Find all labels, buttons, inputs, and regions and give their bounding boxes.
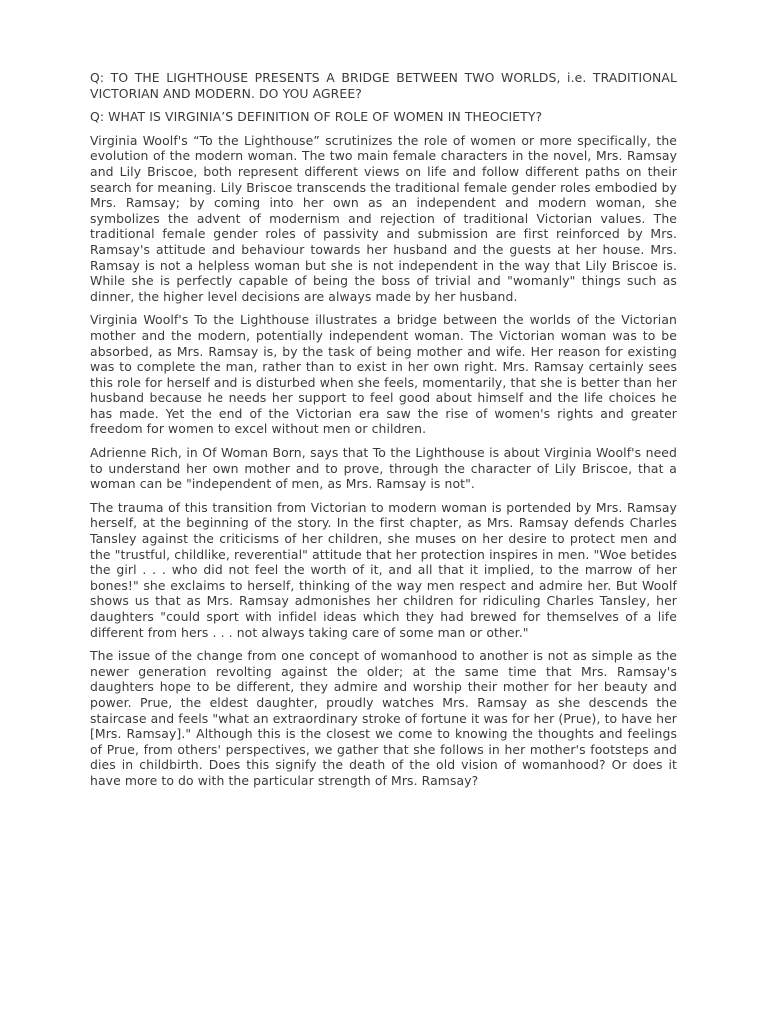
paragraph-1: Virginia Woolf's “To the Lighthouse” scrutinizes the role of women or more specifically, the evolution of the modern woman. The two main female characters in the novel, Mrs. Ramsay and Lily Briscoe, both represent different views on life and follow different paths on their search for meaning. Lily Briscoe transcends the traditional female gender roles embodied by Mrs. Ramsay; by coming into her own as an independent and modern woman, she symbolizes the advent of modernism and rejection of traditional Victorian values. The traditional female gender roles of passivity and submission are first reinforced by Mrs. Ramsay's attitude and behaviour towards her husband and the guests at her house. Mrs. Ramsay is not a helpless woman but she is not independent in the way that Lily Briscoe is. While she is perfectly capable of being the boss of trivial and "womanly" things such as dinner, the higher level decisions are always made by her husband.: [90, 132, 677, 304]
paragraph-4: The trauma of this transition from Victorian to modern woman is portended by Mrs. Ramsay herself, at the beginning of the story. In the first chapter, as Mrs. Ramsay defends Charles Tansley against the criticisms of her children, she muses on her desire to protect men and the "trustful, childlike, reverential" attitude that her protection inspires in men. "Woe betides the girl . . . who did not feel the worth of it, and all that it implied, to the marrow of her bones!" she exclaims to herself, thinking of the way men respect and admire her. But Woolf shows us that as Mrs. Ramsay admonishes her children for ridiculing Charles Tansley, her daughters "could sport with infidel ideas which they had brewed for themselves of a life different from hers . . . not always taking care of some man or other.": [90, 499, 677, 640]
paragraph-3: Adrienne Rich, in Of Woman Born, says that To the Lighthouse is about Virginia Woolf's need to understand her own mother and to prove, through the character of Lily Briscoe, that a woman can be "independent of men, as Mrs. Ramsay is not".: [90, 445, 677, 492]
paragraph-2: Virginia Woolf's To the Lighthouse illustrates a bridge between the worlds of the Victorian mother and the modern, potentially independent woman. The Victorian woman was to be absorbed, as Mrs. Ramsay is, by the task of being mother and wife. Her reason for existing was to complete the man, rather than to exist in her own right. Mrs. Ramsay certainly sees this role for herself and is disturbed when she feels, momentarily, that she is better than her husband because he needs her support to feel good about himself and the life choices he has made. Yet the end of the Victorian era saw the rise of women's rights and greater freedom for women to excel without men or children.: [90, 312, 677, 437]
document-page: [90, 70, 677, 797]
question-1: Q: TO THE LIGHTHOUSE PRESENTS A BRIDGE BETWEEN TWO WORLDS, i.e. TRADITIONAL VICTORIAN AND MODERN. DO YOU AGREE?: [90, 70, 677, 101]
question-2: Q: WHAT IS VIRGINIA’S DEFINITION OF ROLE OF WOMEN IN THEOCIETY?: [90, 109, 543, 125]
paragraph-5: The issue of the change from one concept of womanhood to another is not as simple as the newer generation revolting against the older; at the same time that Mrs. Ramsay's daughters hope to be different, they admire and worship their mother for her beauty and power. Prue, the eldest daughter, proudly watches Mrs. Ramsay as she descends the staircase and feels "what an extraordinary stroke of fortune it was for her (Prue), to have her [Mrs. Ramsay]." Although this is the closest we come to knowing the thoughts and feelings of Prue, from others' perspectives, we gather that she follows in her mother's footsteps and dies in childbirth. Does this signify the death of the old vision of womanhood? Or does it have more to do with the particular strength of Mrs. Ramsay?: [90, 648, 677, 788]
